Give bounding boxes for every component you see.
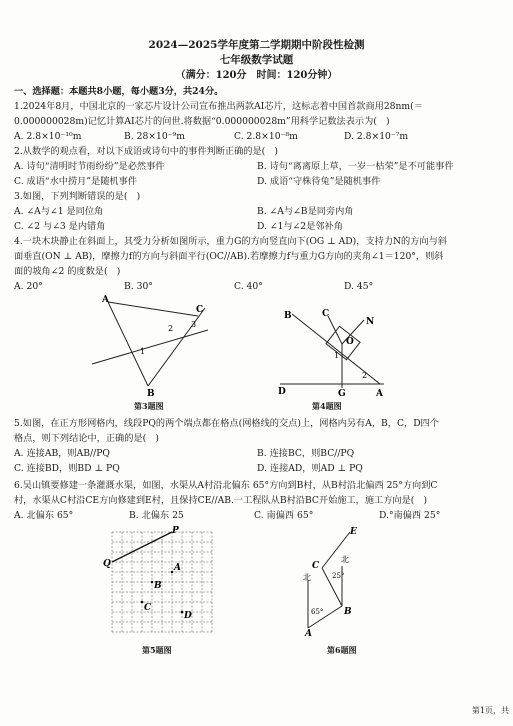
q6-option-a: A. 北偏东 65° [14,510,74,521]
q4-line3: 面的坡角∠2 的度数是( ) [14,266,121,277]
fig5-label-p: P [172,526,179,536]
figure-5-caption: 第5题图 [142,645,172,655]
fig6-label-north-b: 北 [341,555,349,564]
q2-option-c: C. 成语“水中捞月”是随机事件 [14,176,137,187]
figure-3-caption: 第3题图 [134,401,164,411]
figure-6 [292,524,372,636]
q4-line2: 面垂直(ON ⊥ AB)，摩擦力f的方向与斜面平行(OC//AB).若摩擦力f与重力G方向的夹角∠1＝120°，则斜 [14,251,444,262]
fig3-label-3: 3 [191,320,197,329]
figure-4-caption: 第4题图 [312,401,342,411]
q3-options-row1 [14,206,503,217]
q1-option-a: A. 2.8×10⁻¹⁰m [14,131,82,142]
fig6-label-e: E [350,527,357,537]
q1-line1: 1.2024年8月，中国北京的一家芯片设计公司宣布推出两款AI芯片，这标志着中国首款商用28nm(＝ [14,101,423,112]
q2-options-row2 [14,176,503,187]
fig6-label-b: B [344,607,352,617]
fig5-label-b: B [154,581,162,591]
q3-option-b: B. ∠A与∠B是同旁内角 [257,206,354,217]
q4-line1: 4.一块木块静止在斜面上，其受力分析如图所示，重力G的方向竖直向下(OG ⊥ AD)，支持力N的方向与斜 [14,236,447,247]
q6-line2: 村，水渠从C村沿CE方向修建到E村，且保持CE//AB.一工程队从B村沿BC开始施工，施工方向是( ) [14,495,428,506]
q5-option-b: B. 连接BC，则BC//PQ [257,448,355,459]
q2-option-d: D. 成语“守株待兔”是随机事件 [257,176,381,187]
q4-option-c: C. 40° [234,281,263,292]
fig3-label-c: C [196,305,204,315]
fig5-label-q: Q [103,559,111,569]
fig5-label-a: A [174,563,181,573]
q3-option-a: A. ∠A与∠1 是同位角 [14,206,104,217]
page-number: 第1页，共 [471,706,509,715]
q2-stem: 2.从数学的观点看，对以下成语或诗句中的事件判断正确的是( ) [14,146,278,157]
section-heading: 一、选择题：本题共8小题，每小题3分，共24分。 [14,86,224,97]
q5-options-row1 [14,448,503,459]
fig6-label-25: 25° [332,572,345,580]
q6-options [14,510,503,521]
fig4-label-b: B [284,311,292,321]
fig3-label-b: B [147,389,155,399]
q1-line2: 0.000000028m)记忆计算AI芯片的问世.将数据“0.000000028m”用科学记数法表示为( ) [14,116,390,127]
q4-option-a: A. 20° [14,281,43,292]
q2-options-row1 [14,161,503,172]
fig6-label-c: C [312,561,320,571]
q1-option-b: B. 28×10⁻⁹m [124,131,185,142]
q5-line2: 格点，则下列结论中，正确的是( ) [14,433,159,444]
q4-option-d: D. 45° [344,281,374,292]
q5-option-a: A. 连接AB，则AB//PQ [14,448,110,459]
fig4-label-d: D [278,387,286,397]
fig6-label-65: 65° [311,608,324,616]
figure-3 [90,294,220,399]
exam-meta: （满分：120分 时间：120分钟） [175,70,338,81]
q6-line1: 6.吴山镇要修建一条灌溉水渠，如图，水渠从A村沿北偏东 65°方向到B村，从B村沿北偏西 25°方向到C [14,480,438,491]
q5-option-d: D. 连接AD，则AD ⊥ PQ [257,463,363,474]
figure-6-caption: 第6题图 [327,645,357,655]
q1-option-d: D. 2.8×10⁻⁷m [344,131,409,142]
q3-stem: 3.如图，下列判断错误的是( ) [14,191,141,202]
fig4-label-c: C [322,309,330,319]
q2-option-b: B. 诗句“离离原上草，一岁一枯荣”是不可能事件 [257,161,454,172]
fig4-label-n: N [366,317,375,327]
fig3-label-2: 2 [168,324,174,333]
fig6-label-north-a: 北 [303,573,311,582]
exam-subtitle: 七年级数学试题 [219,54,294,66]
exam-title: 2024—2025学年度第二学期期中阶段性检测 [148,39,365,51]
fig4-label-g: G [338,389,346,397]
q2-option-a: A. 诗句“清明时节雨纷纷”是必然事件 [14,161,165,172]
figure-5 [100,526,215,638]
fig3-label-a: A [102,295,109,305]
fig4-label-o: O [346,337,354,347]
q1-option-c: C. 2.8×10⁻⁸m [234,131,298,142]
q4-options [14,281,503,292]
fig5-label-d: D [184,611,192,621]
figure-4 [272,302,392,397]
fig6-label-a: A [305,629,312,636]
fig4-label-1: 1 [334,351,340,360]
q1-options [14,131,503,142]
fig5-label-c: C [144,603,152,613]
fig4-label-2: 2 [362,371,368,380]
fig4-label-a: A [376,389,383,397]
q6-option-c: C. 南偏西 65° [254,510,314,521]
q3-option-d: D. ∠1与∠2是邻补角 [257,221,343,232]
q6-option-d: D.°南偏西 25° [379,510,441,521]
q5-option-c: C. 连接BD，则BD ⊥ PQ [14,463,120,474]
q6-option-b: B. 北偏东 25 [129,510,184,521]
q3-options-row2 [14,221,503,232]
q5-options-row2 [14,463,503,474]
fig3-label-1: 1 [140,347,146,356]
q3-option-c: C. ∠2 与∠3 是内错角 [14,221,106,232]
q4-option-b: B. 30° [124,281,153,292]
q5-line1: 5.如图，在正方形网格内，线段PQ的两个端点都在格点(网格线的交点)上，网格内另有A，B，C，D四个 [14,418,439,429]
